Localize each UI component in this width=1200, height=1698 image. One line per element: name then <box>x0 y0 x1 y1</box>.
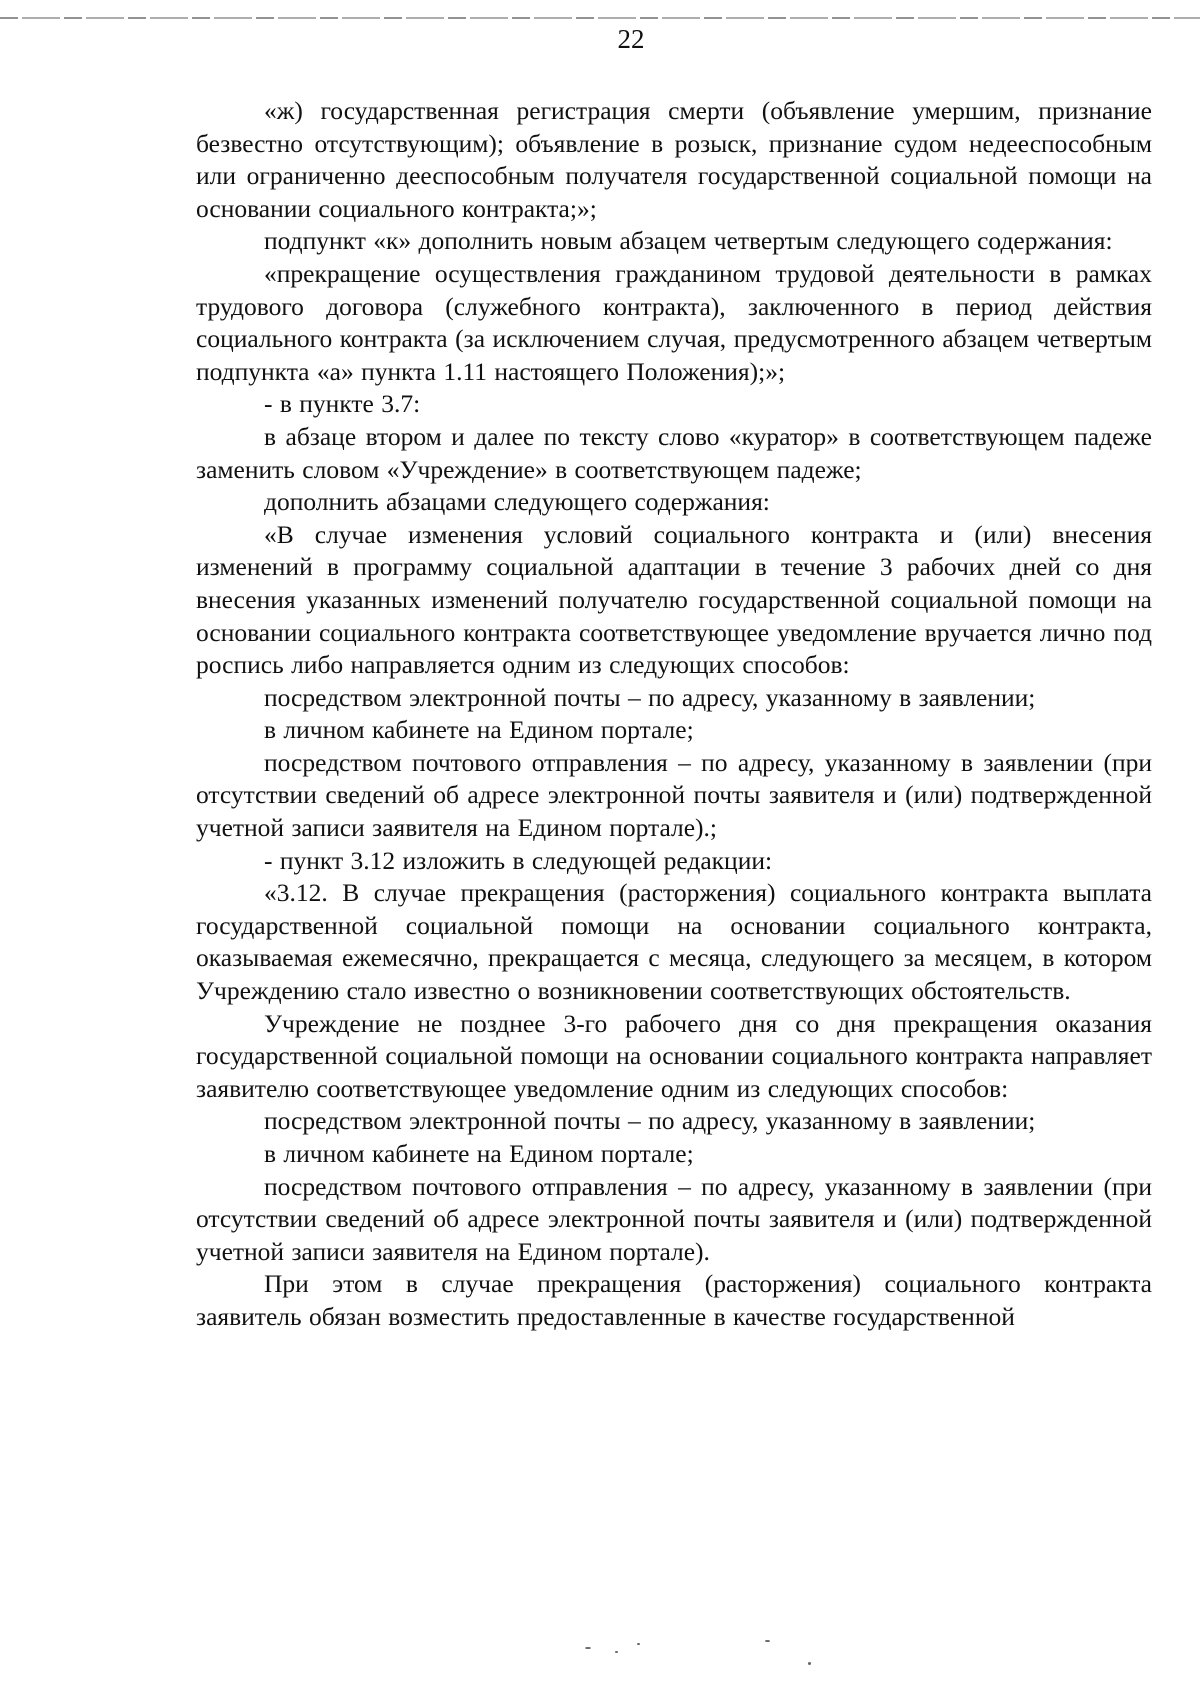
paragraph-institution-notice: Учреждение не позднее 3-го рабочего дня со дня прекращения оказания государственной социальной помощи на основании социального контракта направляет заявителю соответствующее уведомление одним из следующих способов: <box>196 1008 1152 1103</box>
paragraph-termination-employment: «прекращение осуществления гражданином трудовой деятельности в рамках трудового договора (служебного контракта), заключенного в период действия социального контракта (за исключением случая, предусмотренного абзацем четвертым подпункта «а» пункта 1.11 настоящего Положения);»; <box>196 258 1152 386</box>
paragraph-add-content: дополнить абзацами следующего содержания: <box>264 487 770 517</box>
paragraph-portal-method: в личном кабинете на Едином портале; <box>264 715 694 745</box>
paragraph-item-3-7: - в пункте 3.7: <box>264 389 421 419</box>
scan-edge-line <box>0 17 1200 19</box>
paragraph-change-conditions: «В случае изменения условий социального контракта и (или) внесения изменений в программу социальной адаптации в течение 3 рабочих дней со дня внесения указанных изменений получателю государственной социальной помощи на основании социального контракта соответствующее уведомление вручается лично под роспись либо направляется одним из следующих способов: <box>196 519 1152 680</box>
paragraph-reimbursement: При этом в случае прекращения (расторжения) социального контракта заявитель обязан возместить предоставленные в качестве государственной <box>196 1269 1152 1331</box>
paragraph-subitem-k: подпункт «к» дополнить новым абзацем четвертым следующего содержания: <box>264 226 1113 256</box>
scan-speck <box>585 1647 591 1649</box>
scan-speck <box>615 1651 618 1653</box>
paragraph-item-3-12: - пункт 3.12 изложить в следующей редакции: <box>264 845 773 875</box>
paragraph-3-12-text: «3.12. В случае прекращения (расторжения) социального контракта выплата государственной социальной помощи на основании социального контракта, оказываемая ежемесячно, прекращается с месяца, следующего за месяцем, в котором Учреждению стало известно о возникновении соответствующих обстоятельств. <box>196 878 1152 1006</box>
paragraph-zh-death-registration: «ж) государственная регистрация смерти (объявление умершим, признание безвестно отсутствующим); объявление в розыск, признание судом недееспособным или ограниченно дееспособным получателя государственной социальной помощи на основании социального контракта;»; <box>196 96 1152 223</box>
document-body <box>196 95 1152 1334</box>
paragraph-replace-curator: в абзаце втором и далее по тексту слово «куратор» в соответствующем падеже заменить словом «Учреждение» в соответствующем падеже; <box>196 421 1152 484</box>
paragraph-postal-method: посредством почтового отправления – по адресу, указанному в заявлении (при отсутствии сведений об адресе электронной почты заявителя и (или) подтвержденной учетной записи заявителя на Едином портале).; <box>196 747 1152 843</box>
scan-speck <box>765 1640 770 1642</box>
scan-speck <box>637 1643 640 1645</box>
paragraph-portal-method-2: в личном кабинете на Едином портале; <box>264 1139 694 1168</box>
scan-speck <box>808 1662 811 1665</box>
paragraph-email-method-2: посредством электронной почты – по адресу, указанному в заявлении; <box>264 1106 1036 1136</box>
page-number: 22 <box>617 24 645 54</box>
paragraph-postal-method-2: посредством почтового отправления – по адресу, указанному в заявлении (при отсутствии сведений об адресе электронной почты заявителя и (или) подтвержденной учетной записи заявителя на Едином портале). <box>196 1171 1152 1266</box>
paragraph-email-method: посредством электронной почты – по адресу, указанному в заявлении; <box>264 682 1036 712</box>
